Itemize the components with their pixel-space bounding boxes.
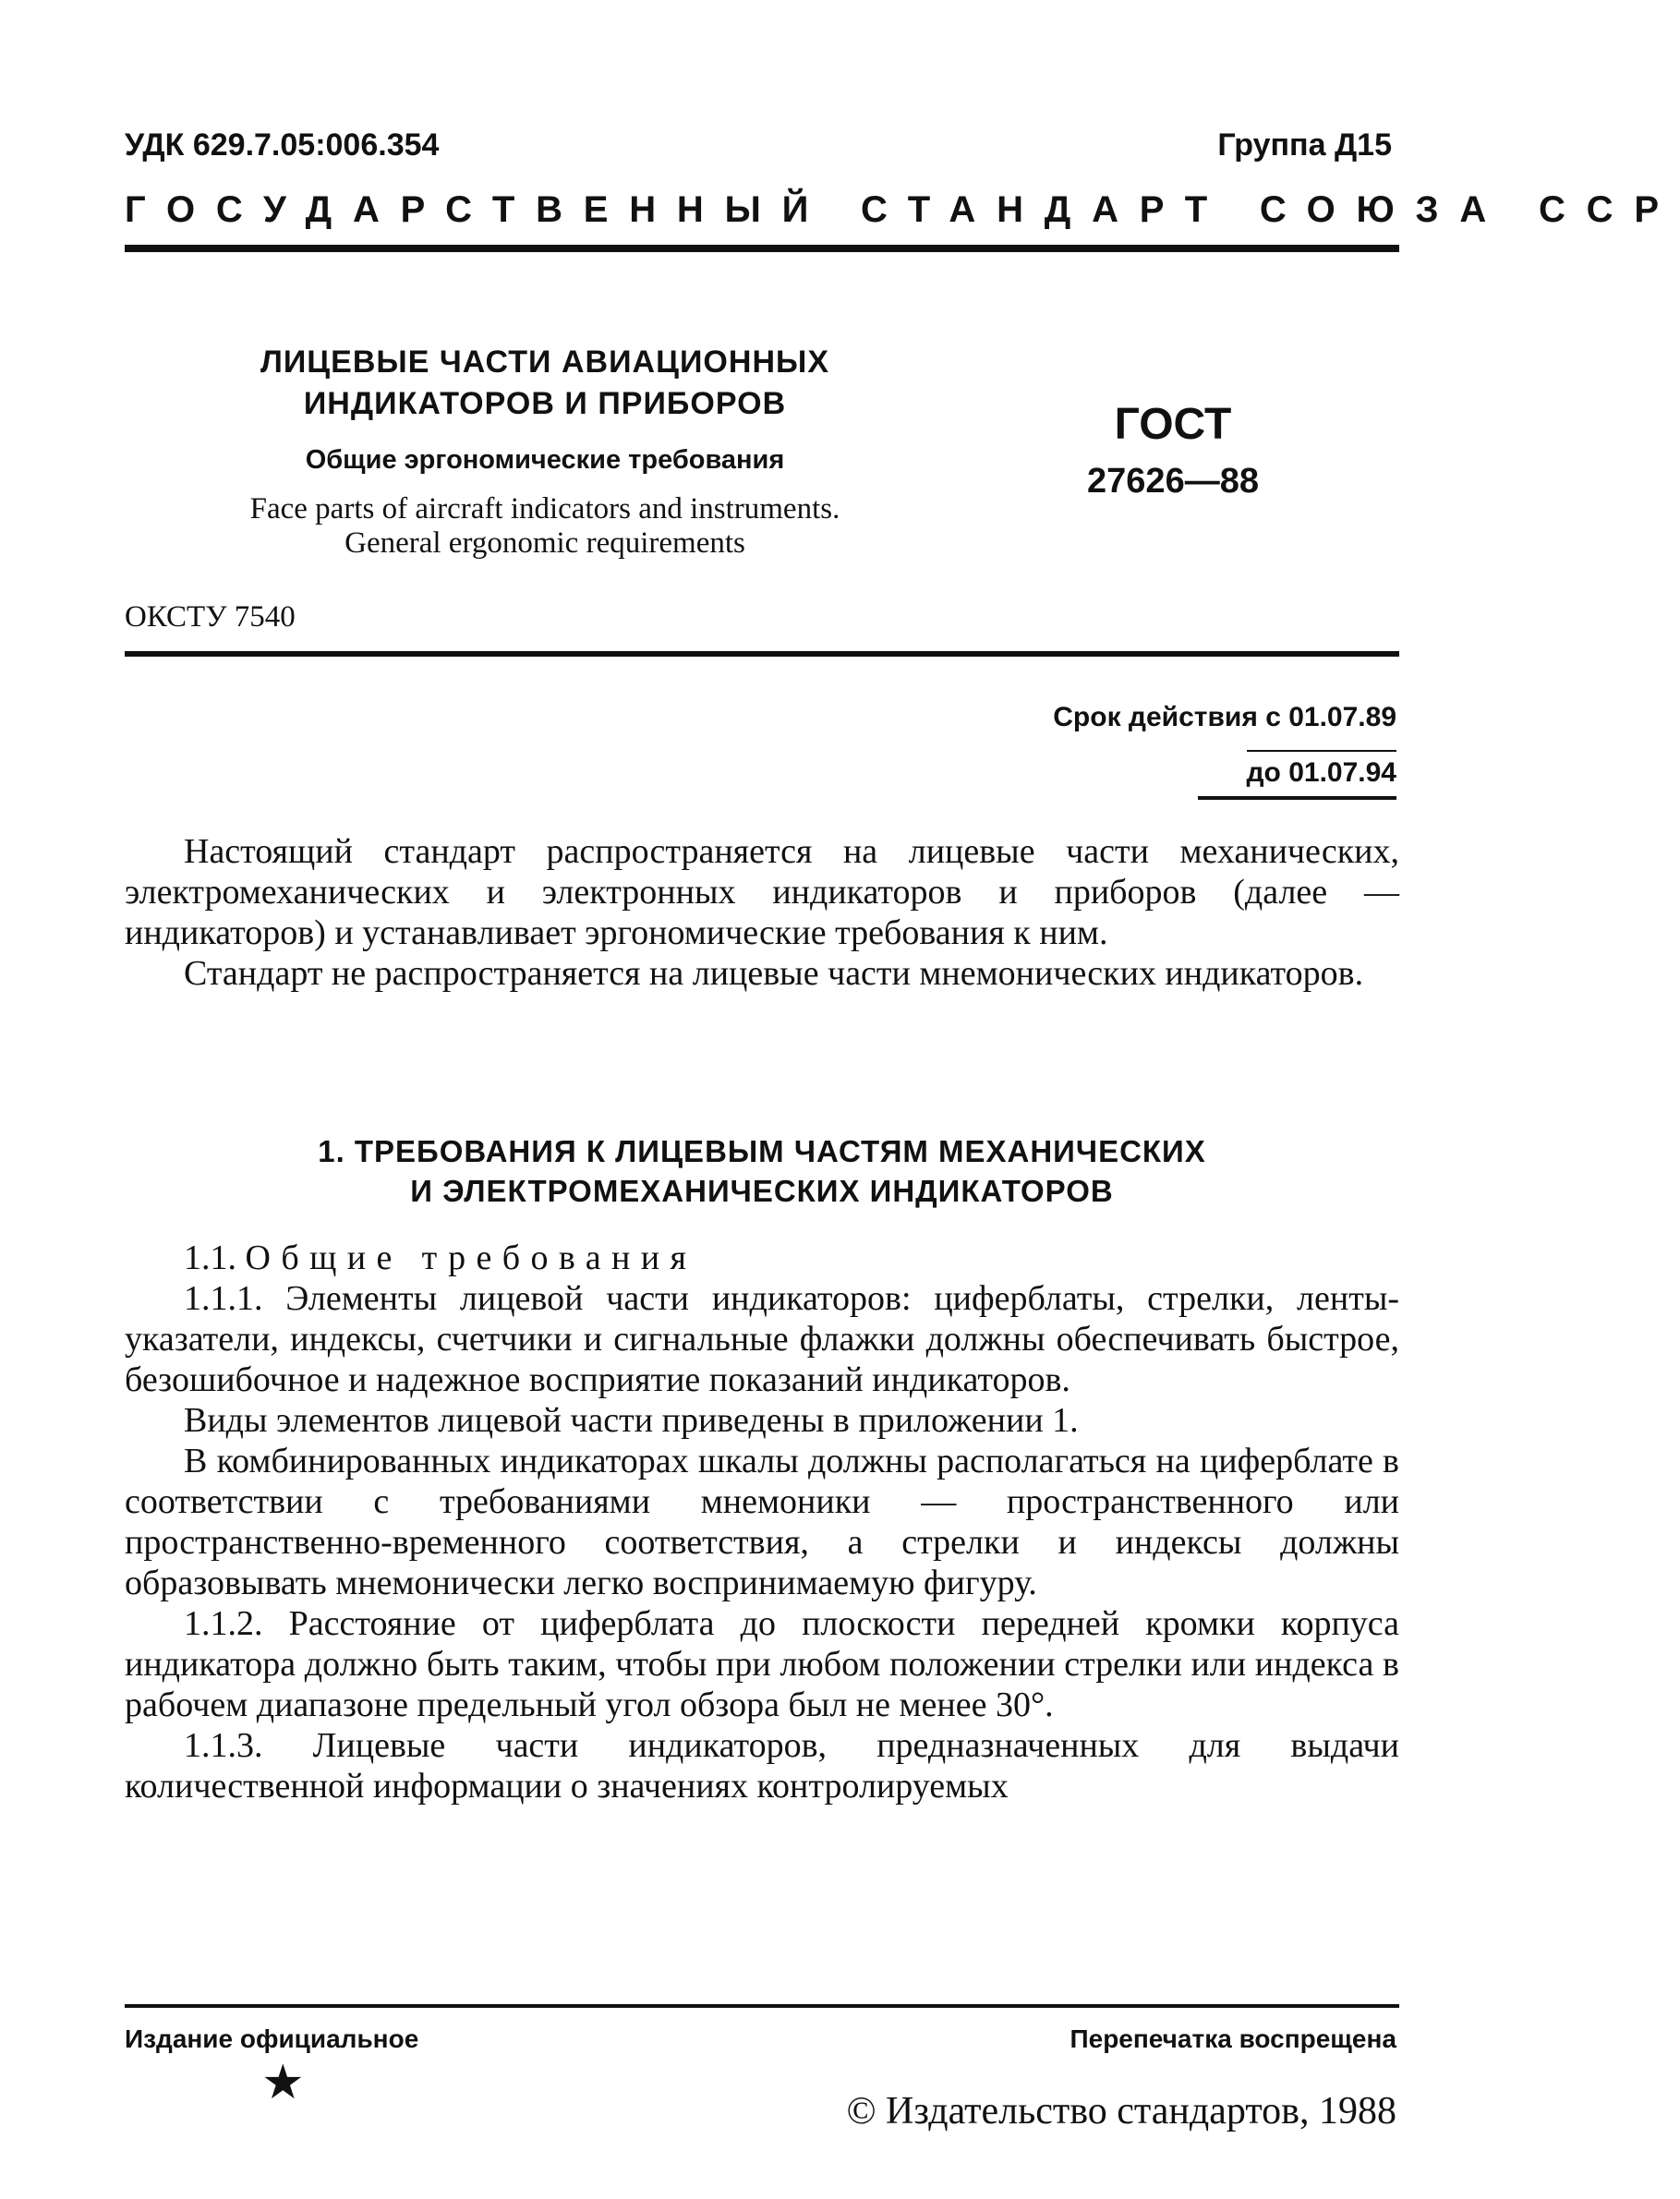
gost-label: ГОСТ	[1114, 400, 1232, 449]
section-1-heading-line-1: 1. ТРЕБОВАНИЯ К ЛИЦЕВЫМ ЧАСТЯМ МЕХАНИЧЕСКИХ	[318, 1134, 1206, 1168]
title-divider	[125, 651, 1399, 657]
copyright-note: © Издательство стандартов, 1988	[846, 2090, 1396, 2133]
paragraph-1-1-2: 1.1.2. Расстояние от циферблата до плоскости передней кромки корпуса индикатора должно быть таким, чтобы при любом положении стрелки или индекса в рабочем диапазоне предельный угол обзора был не менее 30°.	[125, 1604, 1399, 1724]
okstu-code: ОКСТУ 7540	[125, 600, 296, 634]
group-code: Группа Д15	[1217, 127, 1392, 163]
reprint-prohibited-note: Перепечатка воспрещена	[1070, 2024, 1396, 2053]
english-title-line-1: Face parts of aircraft indicators and instruments.	[249, 492, 840, 526]
validity-underline	[1198, 796, 1396, 800]
gost-block	[1081, 397, 1265, 501]
subtitle: Общие эргономические требования	[305, 445, 785, 475]
official-edition-note: Издание официальное	[125, 2024, 419, 2053]
gost-number: 27626—88	[1087, 462, 1259, 501]
title-line-2: ИНДИКАТОРОВ И ПРИБОРОВ	[303, 386, 787, 421]
paragraph-1-1-1-b: Виды элементов лицевой части приведены в приложении 1.	[184, 1401, 1079, 1440]
subsection-number: 1.1.	[184, 1238, 236, 1277]
star-icon: ★	[261, 2057, 305, 2109]
title-line-1: ЛИЦЕВЫЕ ЧАСТИ АВИАЦИОННЫХ	[260, 344, 830, 380]
udk-code: УДК 629.7.05:006.354	[125, 127, 440, 163]
title-block	[139, 342, 951, 561]
subsection-title: Общие требования	[245, 1238, 697, 1277]
english-title	[139, 492, 951, 561]
intro-paragraph-2: Стандарт не распространяется на лицевые части мнемонических индикаторов.	[184, 954, 1364, 993]
state-standard-banner: ГОСУДАРСТВЕННЫЙ СТАНДАРТ СОЮЗА ССР	[125, 189, 1680, 230]
section-1-body	[125, 1238, 1399, 1806]
validity-from: Срок действия с 01.07.89	[1053, 702, 1396, 732]
validity-to: до 01.07.94	[1247, 750, 1396, 789]
section-1-heading	[125, 1131, 1399, 1211]
section-1-heading-line-2: И ЭЛЕКТРОМЕХАНИЧЕСКИХ ИНДИКАТОРОВ	[410, 1174, 1114, 1208]
footer-divider	[125, 2004, 1399, 2008]
intro-paragraph-1: Настоящий стандарт распространяется на лицевые части механических, электромеханических и электронных индикаторов и приборов (далее — индикаторов) и устанавливает эргономические требования к ним.	[125, 832, 1399, 952]
intro-text	[125, 831, 1399, 994]
validity-block	[1053, 702, 1396, 789]
subsection-heading	[125, 1238, 1399, 1278]
paragraph-1-1-1-c: В комбинированных индикаторах шкалы должны располагаться на циферблате в соответствии с требованиями мнемоники — пространственного или пространственно-временного соответствия, а стрелки и индексы должны образовывать мнемонически легко воспринимаемую фигуру.	[125, 1442, 1399, 1602]
paragraph-1-1-1: 1.1.1. Элементы лицевой части индикаторов: циферблаты, стрелки, ленты-указатели, индексы, счетчики и сигнальные флажки должны обеспечивать быстрое, безошибочное и надежное восприятие показаний индикаторов.	[125, 1279, 1399, 1399]
english-title-line-2: General ergonomic requirements	[344, 526, 745, 560]
paragraph-1-1-3: 1.1.3. Лицевые части индикаторов, предназначенных для выдачи количественной информации о значениях контролируемых	[125, 1726, 1399, 1806]
header-divider	[125, 245, 1399, 252]
